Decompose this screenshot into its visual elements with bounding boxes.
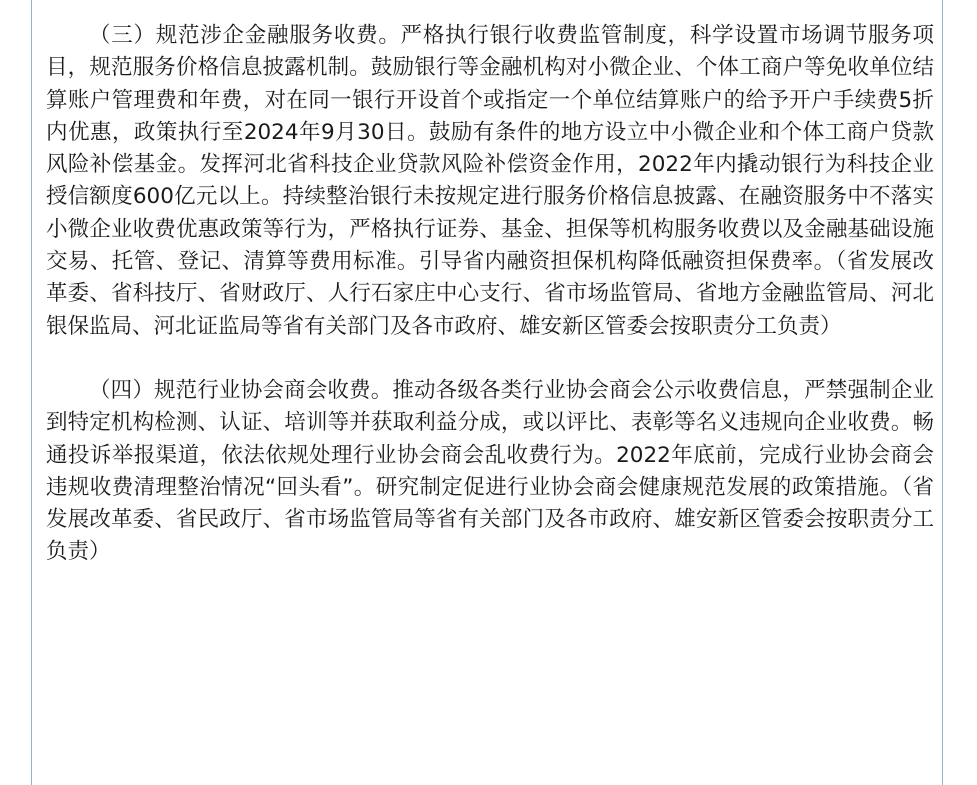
section-4-paragraph: （四）规范行业协会商会收费。推动各级各类行业协会商会公示收费信息，严禁强制企业到特定机构检测、认证、培训等并获取利益分成，或以评比、表彰等名义违规向企业收费。畅通投诉举报渠道，依法依规处理行业协会商会乱收费行为。2022年底前，完成行业协会商会违规收费清理整治情况“回头看”。研究制定促进行业协会商会健康规范发展的政策措施。（省发展改革委、省民政厅、省市场监管局等省有关部门及各市政府、雄安新区管委会按职责分工负责） bbox=[46, 377, 934, 565]
document-body bbox=[46, 20, 934, 569]
section-3-paragraph: （三）规范涉企金融服务收费。严格执行银行收费监管制度，科学设置市场调节服务项目，规范服务价格信息披露机制。鼓励银行等金融机构对小微企业、个体工商户等免收单位结算账户管理费和年费，对在同一银行开设首个或指定一个单位结算账户的给予开户手续费5折内优惠，政策执行至2024年9月30日。鼓励有条件的地方设立中小微企业和个体工商户贷款风险补偿基金。发挥河北省科技企业贷款风险补偿资金作用，2022年内撬动银行为科技企业授信额度600亿元以上。持续整治银行未按规定进行服务价格信息披露、在融资服务中不落实小微企业收费优惠政策等行为，严格执行证券、基金、担保等机构服务收费以及金融基础设施交易、托管、登记、清算等费用标准。引导省内融资担保机构降低融资担保费率。（省发展改革委、省科技厅、省财政厅、人行石家庄中心支行、省市场监管局、省地方金融监管局、河北银保监局、河北证监局等省有关部门及各市政府、雄安新区管委会按职责分工负责） bbox=[46, 23, 934, 339]
